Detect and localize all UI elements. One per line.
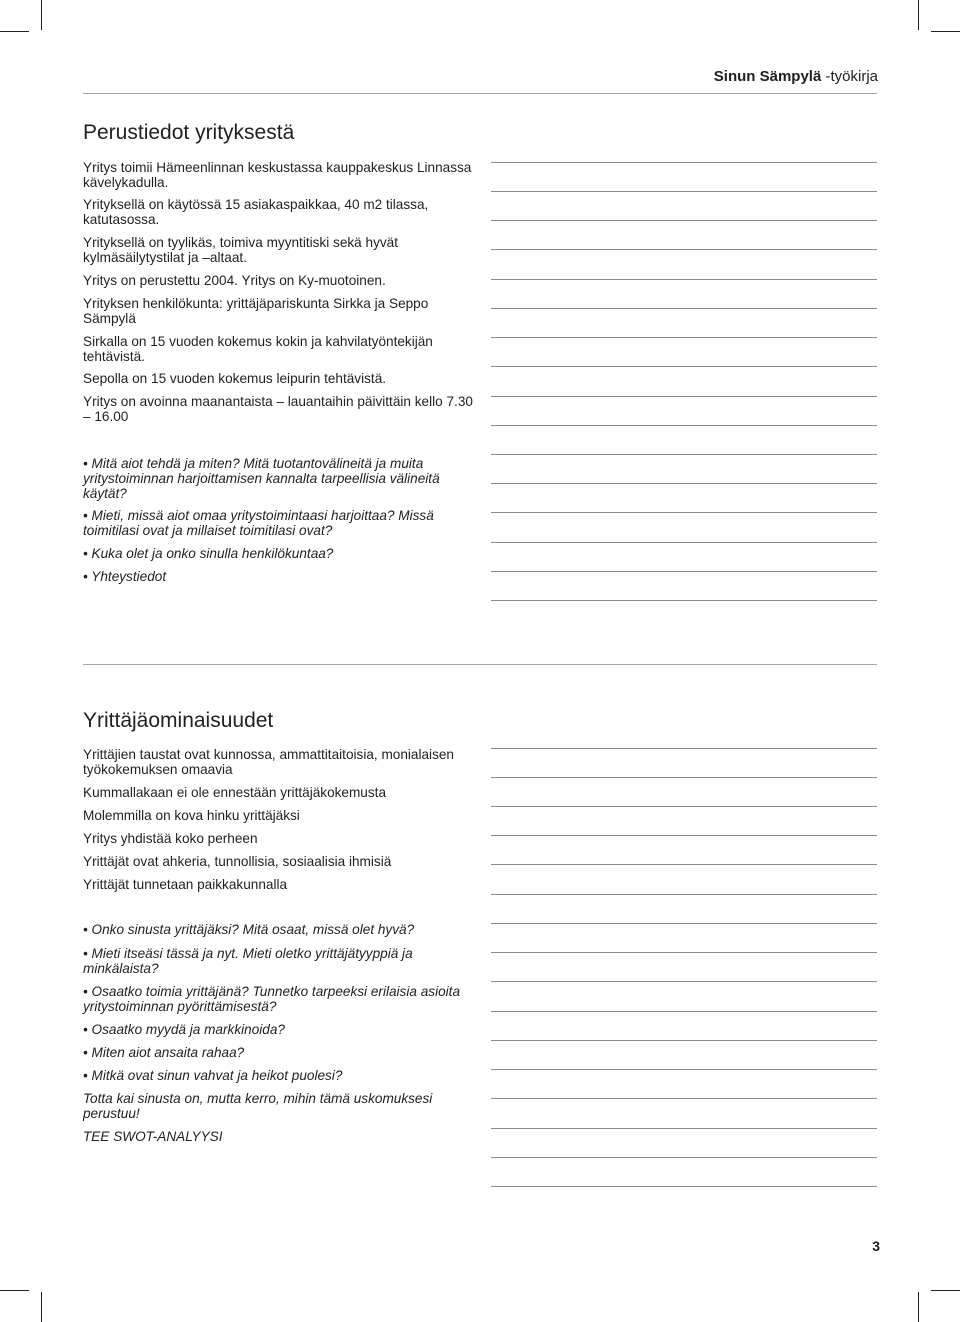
guiding-question: • Onko sinusta yrittäjäksi? Mitä osaat, missä olet hyvä?	[83, 922, 415, 937]
header-rule	[83, 93, 877, 94]
header-suffix: -työkirja	[821, 68, 878, 85]
paragraph: Yrittäjät ovat ahkeria, tunnollisia, sosiaalisia ihmisiä	[83, 854, 392, 869]
writing-line[interactable]	[491, 600, 877, 601]
header-brand: Sinun Sämpylä	[713, 68, 822, 85]
guiding-question: • Osaatko myydä ja markkinoida?	[83, 1022, 285, 1037]
crop-mark	[918, 0, 919, 30]
paragraph: Sepolla on 15 vuoden kokemus leipurin tehtävistä.	[83, 371, 387, 386]
paragraph: Yrityksen henkilökunta: yrittäjäpariskunta Sirkka ja Seppo Sämpylä	[83, 296, 429, 326]
guiding-question: Totta kai sinusta on, mutta kerro, mihin tämä uskomuksesi perustuu!	[83, 1091, 433, 1121]
writing-line[interactable]	[491, 454, 877, 455]
writing-line[interactable]	[491, 1157, 877, 1158]
writing-line[interactable]	[491, 1011, 877, 1012]
writing-line[interactable]	[491, 1186, 877, 1187]
writing-line[interactable]	[491, 396, 877, 397]
writing-line[interactable]	[491, 777, 877, 778]
writing-line[interactable]	[491, 425, 877, 426]
writing-line[interactable]	[491, 748, 877, 749]
paragraph: Yrityksellä on tyylikäs, toimiva myyntitiski sekä hyvät kylmäsäilytystilat ja –altaat.	[83, 235, 399, 265]
writing-line[interactable]	[491, 835, 877, 836]
writing-line[interactable]	[491, 981, 877, 982]
guiding-question: TEE SWOT-ANALYYSI	[83, 1129, 223, 1144]
paragraph: Yrittäjät tunnetaan paikkakunnalla	[83, 877, 288, 892]
paragraph: Yrittäjien taustat ovat kunnossa, ammattitaitoisia, monialaisen työkokemuksen omaavia	[83, 747, 454, 777]
guiding-question: • Mieti itseäsi tässä ja nyt. Mieti oletko yrittäjätyyppiä ja minkälaista?	[83, 946, 413, 976]
writing-line[interactable]	[491, 894, 877, 895]
writing-line[interactable]	[491, 220, 877, 221]
guiding-question: • Kuka olet ja onko sinulla henkilökuntaa?	[83, 546, 334, 561]
writing-line[interactable]	[491, 249, 877, 250]
writing-line[interactable]	[491, 337, 877, 338]
writing-line[interactable]	[491, 279, 877, 280]
running-header	[714, 68, 878, 85]
crop-mark	[41, 1292, 42, 1322]
guiding-question: • Mieti, missä aiot omaa yritystoimintaasi harjoittaa? Missä toimitilasi ovat ja millaiset toimitilasi ovat?	[83, 508, 434, 538]
crop-mark	[41, 0, 42, 30]
writing-line[interactable]	[491, 1069, 877, 1070]
writing-line[interactable]	[491, 864, 877, 865]
writing-line[interactable]	[491, 806, 877, 807]
paragraph: Kummallakaan ei ole ennestään yrittäjäkokemusta	[83, 785, 387, 800]
writing-line[interactable]	[491, 191, 877, 192]
guiding-question: • Yhteystiedot	[83, 569, 167, 584]
page-number: 3	[872, 1238, 880, 1254]
section-divider	[83, 664, 877, 665]
paragraph: Yritys toimii Hämeenlinnan keskustassa kauppakeskus Linnassa kävelykadulla.	[83, 160, 472, 190]
guiding-question: • Mitä aiot tehdä ja miten? Mitä tuotantovälineitä ja muita yritystoiminnan harjoittamisen kannalta tarpeellisia välineitä käytät?	[83, 456, 440, 501]
writing-line[interactable]	[491, 542, 877, 543]
writing-line[interactable]	[491, 952, 877, 953]
guiding-question: • Osaatko toimia yrittäjänä? Tunnetko tarpeeksi erilaisia asioita yritystoiminnan pyörittämisestä?	[83, 984, 461, 1014]
guiding-question: • Miten aiot ansaita rahaa?	[83, 1045, 245, 1060]
paragraph: Yritys on avoinna maanantaista – lauantaihin päivittäin kello 7.30 – 16.00	[83, 394, 473, 424]
writing-line[interactable]	[491, 483, 877, 484]
writing-line[interactable]	[491, 1040, 877, 1041]
writing-line[interactable]	[491, 1128, 877, 1129]
writing-line[interactable]	[491, 366, 877, 367]
writing-line[interactable]	[491, 512, 877, 513]
writing-line[interactable]	[491, 162, 877, 163]
paragraph: Yritys on perustettu 2004. Yritys on Ky-muotoinen.	[83, 273, 386, 288]
crop-mark	[918, 1292, 919, 1322]
crop-mark	[0, 31, 29, 32]
crop-mark	[931, 31, 960, 32]
paragraph: Sirkalla on 15 vuoden kokemus kokin ja kahvilatyöntekijän tehtävistä.	[83, 334, 433, 364]
writing-line[interactable]	[491, 923, 877, 924]
writing-line[interactable]	[491, 1098, 877, 1099]
paragraph: Molemmilla on kova hinku yrittäjäksi	[83, 808, 300, 823]
guiding-question: • Mitkä ovat sinun vahvat ja heikot puolesi?	[83, 1068, 343, 1083]
crop-mark	[0, 1290, 29, 1291]
crop-mark	[931, 1290, 960, 1291]
paragraph: Yritys yhdistää koko perheen	[83, 831, 258, 846]
paragraph: Yrityksellä on käytössä 15 asiakaspaikkaa, 40 m2 tilassa, katutasossa.	[83, 197, 429, 227]
section-title-basic-info: Perustiedot yrityksestä	[83, 121, 295, 144]
writing-line[interactable]	[491, 308, 877, 309]
writing-line[interactable]	[491, 571, 877, 572]
section-title-entrepreneur-traits: Yrittäjäominaisuudet	[83, 709, 274, 732]
